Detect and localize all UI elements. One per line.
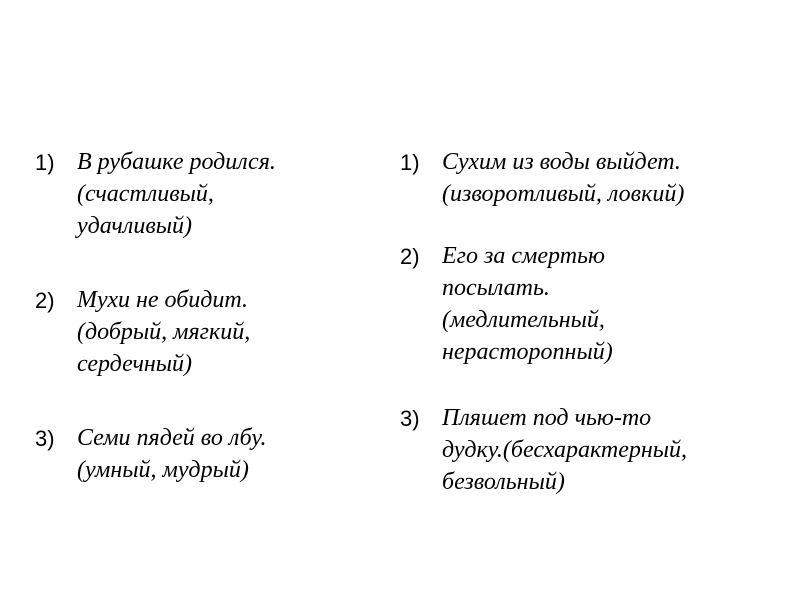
item-number: 3): [400, 406, 420, 431]
list-item: [400, 146, 780, 210]
idiom-text: Мухи не обидит. (добрый, мягкий, сердечный): [77, 287, 251, 377]
idiom-text: В рубашке родился. (счастливый, удачливый): [77, 149, 276, 239]
item-number: 3): [35, 426, 55, 451]
idiom-text: Сухим из воды выйдет. (изворотливый, ловкий): [442, 149, 685, 207]
item-number: 2): [35, 288, 55, 313]
list-item: [35, 284, 365, 380]
idiom-text: Его за смертью посылать. (медлительный, нерасторопный): [442, 243, 613, 365]
item-number: 2): [400, 244, 420, 269]
list-item: [400, 402, 780, 498]
item-number: 1): [400, 150, 420, 175]
item-number: 1): [35, 150, 55, 175]
list-item: [400, 240, 780, 368]
left-column: [35, 146, 365, 528]
idiom-text: Семи пядей во лбу. (умный, мудрый): [77, 425, 267, 483]
list-item: [35, 146, 365, 242]
idiom-text: Пляшет под чью-то дудку.(бесхарактерный, безвольный): [442, 405, 688, 495]
right-column: [400, 146, 780, 498]
list-item: [35, 422, 365, 486]
